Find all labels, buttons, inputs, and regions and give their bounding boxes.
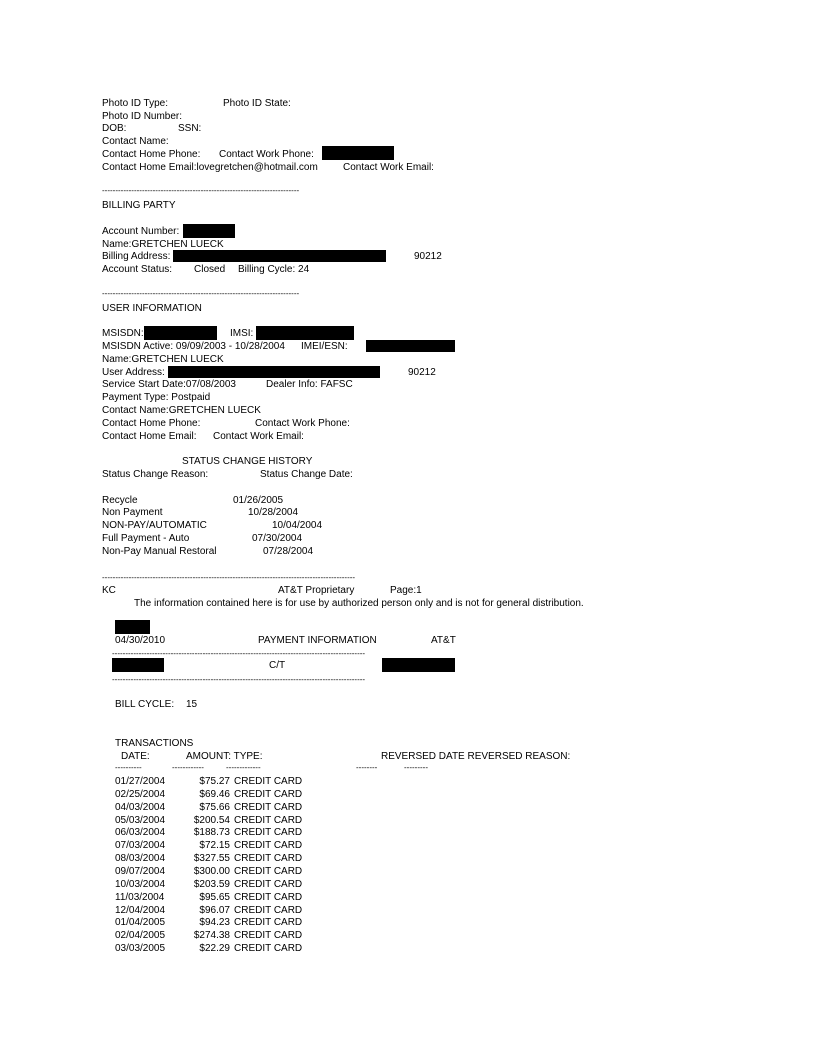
transaction-date: 09/07/2004	[115, 866, 166, 877]
column-rule: -------------	[226, 763, 261, 772]
redaction-bar	[382, 658, 455, 672]
transaction-amount: $69.46	[199, 789, 230, 800]
contact-home-phone-label: Contact Home Phone:	[102, 149, 201, 160]
user-contact-home-email-label: Contact Home Email:	[102, 431, 197, 442]
bill-cycle-value: 15	[186, 699, 198, 710]
divider: -----------------------------------------------------------------------------------------------	[102, 573, 356, 582]
transaction-type: CREDIT CARD	[234, 943, 303, 954]
status-date: 10/04/2004	[272, 520, 323, 531]
transactions-heading: TRANSACTIONS	[115, 738, 194, 749]
transaction-amount: $96.07	[199, 905, 230, 916]
transaction-date: 06/03/2004	[115, 827, 166, 838]
bill-cycle-label: BILL CYCLE:	[115, 699, 175, 710]
divider: -----------------------------------------------------------------------------------------------	[112, 675, 366, 684]
transaction-amount: $300.00	[193, 866, 230, 877]
imei-label: IMEI/ESN:	[301, 341, 348, 352]
status-date: 01/26/2005	[233, 495, 284, 506]
status-date: 07/28/2004	[263, 546, 314, 557]
contact-home-email: Contact Home Email:lovegretchen@hotmail.com	[102, 162, 318, 173]
footer-proprietary: AT&T Proprietary	[278, 585, 355, 596]
transaction-type: CREDIT CARD	[234, 840, 303, 851]
transaction-date: 03/03/2005	[115, 943, 166, 954]
photo-id-state-label: Photo ID State:	[223, 98, 291, 109]
dob-label: DOB:	[102, 123, 127, 134]
payment-type: Payment Type: Postpaid	[102, 392, 211, 403]
transaction-amount: $75.27	[199, 776, 230, 787]
status-date: 10/28/2004	[248, 507, 299, 518]
transaction-amount: $75.66	[199, 802, 230, 813]
divider: --------------------------------------------------------------------------	[102, 186, 300, 195]
contact-name-label: Contact Name:	[102, 136, 169, 147]
transaction-type: CREDIT CARD	[234, 802, 303, 813]
redaction-bar	[168, 366, 380, 378]
divider: -----------------------------------------------------------------------------------------------	[112, 649, 366, 658]
column-rule: --------	[356, 763, 378, 772]
redaction-bar	[366, 340, 455, 352]
contact-work-email-label: Contact Work Email:	[343, 162, 434, 173]
user-contact-work-phone-label: Contact Work Phone:	[255, 418, 350, 429]
status-history-heading: STATUS CHANGE HISTORY	[182, 456, 313, 467]
redaction-bar	[183, 224, 235, 238]
transaction-date: 02/04/2005	[115, 930, 166, 941]
column-rule: ------------	[172, 763, 204, 772]
transaction-type: CREDIT CARD	[234, 866, 303, 877]
user-contact-name: Contact Name:GRETCHEN LUECK	[102, 405, 261, 416]
payment-date: 04/30/2010	[115, 635, 166, 646]
payment-info-heading: PAYMENT INFORMATION	[258, 635, 377, 646]
footer-page: Page:1	[390, 585, 422, 596]
status-reason: NON-PAY/AUTOMATIC	[102, 520, 207, 531]
transaction-date: 11/03/2004	[115, 892, 165, 903]
transactions-amount-type-header: AMOUNT: TYPE:	[186, 751, 263, 762]
ssn-label: SSN:	[178, 123, 202, 134]
status-date-header: Status Change Date:	[260, 469, 353, 480]
status-reason: Non Payment	[102, 507, 163, 518]
dealer-info: Dealer Info: FAFSC	[266, 379, 353, 390]
column-rule: ---------	[404, 763, 428, 772]
user-info-heading: USER INFORMATION	[102, 303, 202, 314]
photo-id-type-label: Photo ID Type:	[102, 98, 168, 109]
redaction-bar	[256, 326, 354, 340]
transaction-amount: $72.15	[199, 840, 230, 851]
transaction-type: CREDIT CARD	[234, 815, 303, 826]
transaction-amount: $95.65	[199, 892, 230, 903]
redaction-bar	[115, 620, 150, 634]
user-name: Name:GRETCHEN LUECK	[102, 354, 224, 365]
transactions-reversed-header: REVERSED DATE REVERSED REASON:	[381, 751, 571, 762]
billing-party-heading: BILLING PARTY	[102, 200, 176, 211]
status-reason: Recycle	[102, 495, 138, 506]
transaction-type: CREDIT CARD	[234, 853, 303, 864]
transaction-date: 04/03/2004	[115, 802, 166, 813]
transaction-amount: $203.59	[193, 879, 230, 890]
transactions-date-header: DATE:	[121, 751, 150, 762]
contact-work-phone-label: Contact Work Phone:	[219, 149, 314, 160]
status-date: 07/30/2004	[252, 533, 303, 544]
billing-zip: 90212	[414, 251, 442, 262]
transaction-type: CREDIT CARD	[234, 917, 303, 928]
transaction-type: CREDIT CARD	[234, 905, 303, 916]
account-status-value: Closed	[194, 264, 226, 275]
billing-cycle: Billing Cycle: 24	[238, 264, 310, 275]
payment-company: AT&T	[431, 635, 456, 646]
transaction-date: 07/03/2004	[115, 840, 166, 851]
redaction-bar	[112, 658, 164, 672]
footer-kc: KC	[102, 585, 116, 596]
redaction-bar	[173, 250, 386, 262]
transaction-type: CREDIT CARD	[234, 776, 303, 787]
redaction-bar	[322, 146, 394, 160]
transaction-date: 12/04/2004	[115, 905, 166, 916]
account-status-label: Account Status:	[102, 264, 173, 275]
status-reason: Non-Pay Manual Restoral	[102, 546, 217, 557]
photo-id-number-label: Photo ID Number:	[102, 111, 183, 122]
transaction-date: 01/27/2004	[115, 776, 166, 787]
footer-notice: The information contained here is for use by authorized person only and is not for general distribution.	[134, 598, 584, 609]
transaction-amount: $200.54	[193, 815, 230, 826]
transaction-amount: $22.29	[199, 943, 230, 954]
transaction-date: 10/03/2004	[115, 879, 166, 890]
transaction-date: 02/25/2004	[115, 789, 166, 800]
transaction-date: 01/04/2005	[115, 917, 166, 928]
transaction-amount: $188.73	[193, 827, 230, 838]
redaction-bar	[144, 326, 217, 340]
user-contact-home-phone-label: Contact Home Phone:	[102, 418, 201, 429]
billing-address-label: Billing Address:	[102, 251, 171, 262]
status-reason-header: Status Change Reason:	[102, 469, 209, 480]
imsi-label: IMSI:	[230, 328, 254, 339]
billing-name: Name:GRETCHEN LUECK	[102, 239, 224, 250]
payment-ct: C/T	[269, 660, 286, 671]
transaction-type: CREDIT CARD	[234, 827, 303, 838]
user-address-label: User Address:	[102, 367, 165, 378]
transaction-amount: $94.23	[199, 917, 230, 928]
divider: --------------------------------------------------------------------------	[102, 289, 300, 298]
transaction-type: CREDIT CARD	[234, 930, 303, 941]
service-start-date: Service Start Date:07/08/2003	[102, 379, 236, 390]
transaction-type: CREDIT CARD	[234, 892, 303, 903]
transaction-type: CREDIT CARD	[234, 879, 303, 890]
msisdn-label: MSISDN:	[102, 328, 144, 339]
transaction-date: 05/03/2004	[115, 815, 166, 826]
transaction-amount: $327.55	[193, 853, 230, 864]
transaction-type: CREDIT CARD	[234, 789, 303, 800]
transaction-amount: $274.38	[193, 930, 230, 941]
status-reason: Full Payment - Auto	[102, 533, 190, 544]
user-contact-work-email-label: Contact Work Email:	[213, 431, 304, 442]
transaction-date: 08/03/2004	[115, 853, 166, 864]
column-rule: ----------	[115, 763, 142, 772]
user-zip: 90212	[408, 367, 436, 378]
account-number-label: Account Number:	[102, 226, 180, 237]
msisdn-active: MSISDN Active: 09/09/2003 - 10/28/2004	[102, 341, 285, 352]
